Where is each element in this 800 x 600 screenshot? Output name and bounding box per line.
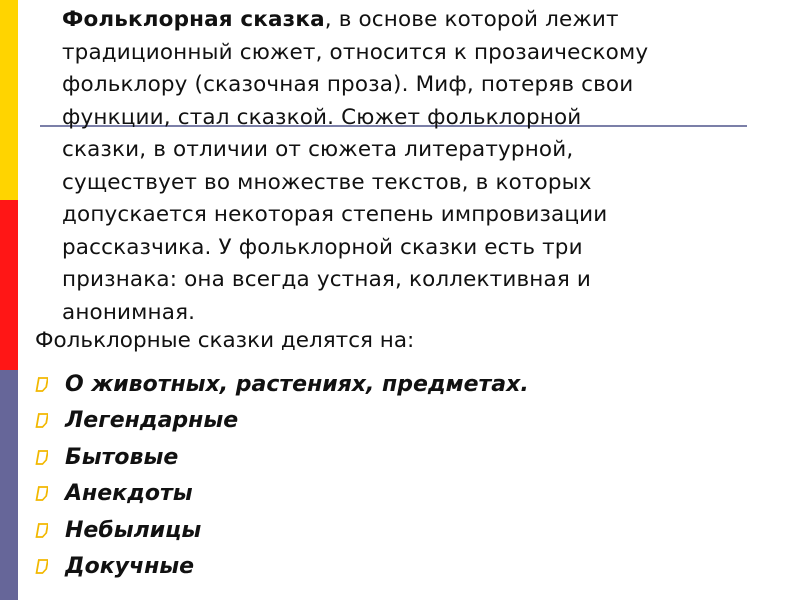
list-item — [35, 549, 529, 586]
hollow-square-bullet-icon — [35, 377, 65, 392]
list-item-label: Бытовые — [65, 444, 179, 470]
left-stripe-yellow — [0, 0, 18, 200]
hollow-square-bullet-icon — [35, 486, 65, 501]
hollow-square-bullet-icon — [35, 559, 65, 574]
list-item — [35, 366, 529, 403]
list-item — [35, 512, 529, 549]
tale-types-list — [35, 366, 529, 585]
hollow-square-bullet-icon — [35, 413, 65, 428]
left-stripe-purple — [0, 370, 18, 600]
list-item-label: О животных, растениях, предметах. — [65, 371, 529, 397]
list-item-label: Анекдоты — [65, 481, 193, 507]
intro-paragraph — [62, 4, 782, 329]
list-item-label: Небылицы — [65, 517, 202, 543]
list-item — [35, 439, 529, 476]
left-stripe-red — [0, 200, 18, 370]
hollow-square-bullet-icon — [35, 523, 65, 538]
list-item — [35, 476, 529, 513]
list-item — [35, 403, 529, 440]
paragraph-lead-term: Фольклорная сказка — [62, 7, 325, 32]
classification-intro: Фольклорные сказки делятся на: — [35, 328, 415, 353]
list-item-label: Легендарные — [65, 408, 239, 434]
hollow-square-bullet-icon — [35, 450, 65, 465]
paragraph-body: , в основе которой лежит традиционный сюжет, относится к прозаическому фольклору (сказочная проза). Миф, потеряв свои функции, стал сказкой. Сюжет фольклорной сказки, в отличии от сюжета литературной, существует во множестве текстов, в которых допускается некоторая степень импровизации рассказчика. У фольклорной сказки есть три признака: она всегда устная, коллективная и анонимная. — [62, 7, 649, 325]
list-item-label: Докучные — [65, 554, 195, 580]
